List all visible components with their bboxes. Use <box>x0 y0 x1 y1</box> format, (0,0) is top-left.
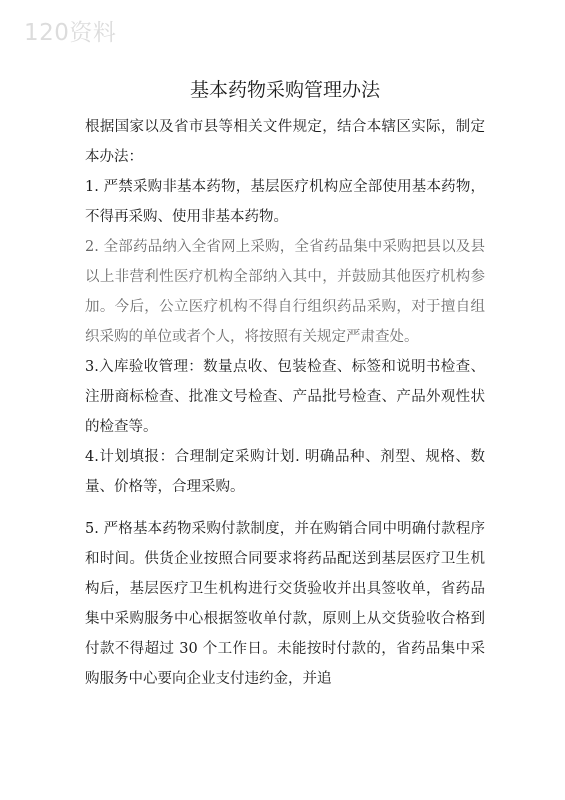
watermark: 120资料 <box>24 20 117 46</box>
paragraph-item-4: 4.计划填报：合理制定采购计划. 明确品种、剂型、规格、数量、价格等，合理采购。 <box>85 449 485 495</box>
paragraph-intro: 根据国家以及省市县等相关文件规定，结合本辖区实际，制定本办法： <box>85 119 485 165</box>
paragraph-item-2: 2. 全部药品纳入全省网上采购，全省药品集中采购把县以及县以上非营利性医疗机构全部纳入其中，并鼓励其他医疗机构参加。今后，公立医疗机构不得自行组织药品采购，对于擅自组织采购的单位或者个人，将按照有关规定严肃查处。 <box>85 239 485 345</box>
document-title: 基本药物采购管理办法 <box>189 79 380 101</box>
paragraph-item-3: 3.入库验收管理：数量点收、包装检查、标签和说明书检查、注册商标检查、批准文号检查、产品批号检查、产品外观性状的检查等。 <box>85 359 485 435</box>
paragraph-item-5: 5. 严格基本药物采购付款制度，并在购销合同中明确付款程序和时间。供货企业按照合同要求将药品配送到基层医疗卫生机构后，基层医疗卫生机构进行交货验收并出具签收单，省药品集中采购服务中心根据签收单付款，原则上从交货验收合格到付款不得超过 30 个工作日。未能按时付款的，省药品集中采购服务中心要向企业支付违约金，并追 <box>85 521 485 687</box>
paragraph-item-1: 1. 严禁采购非基本药物，基层医疗机构应全部使用基本药物，不得再采购、使用非基本药物。 <box>85 179 485 225</box>
document-body <box>85 70 485 694</box>
